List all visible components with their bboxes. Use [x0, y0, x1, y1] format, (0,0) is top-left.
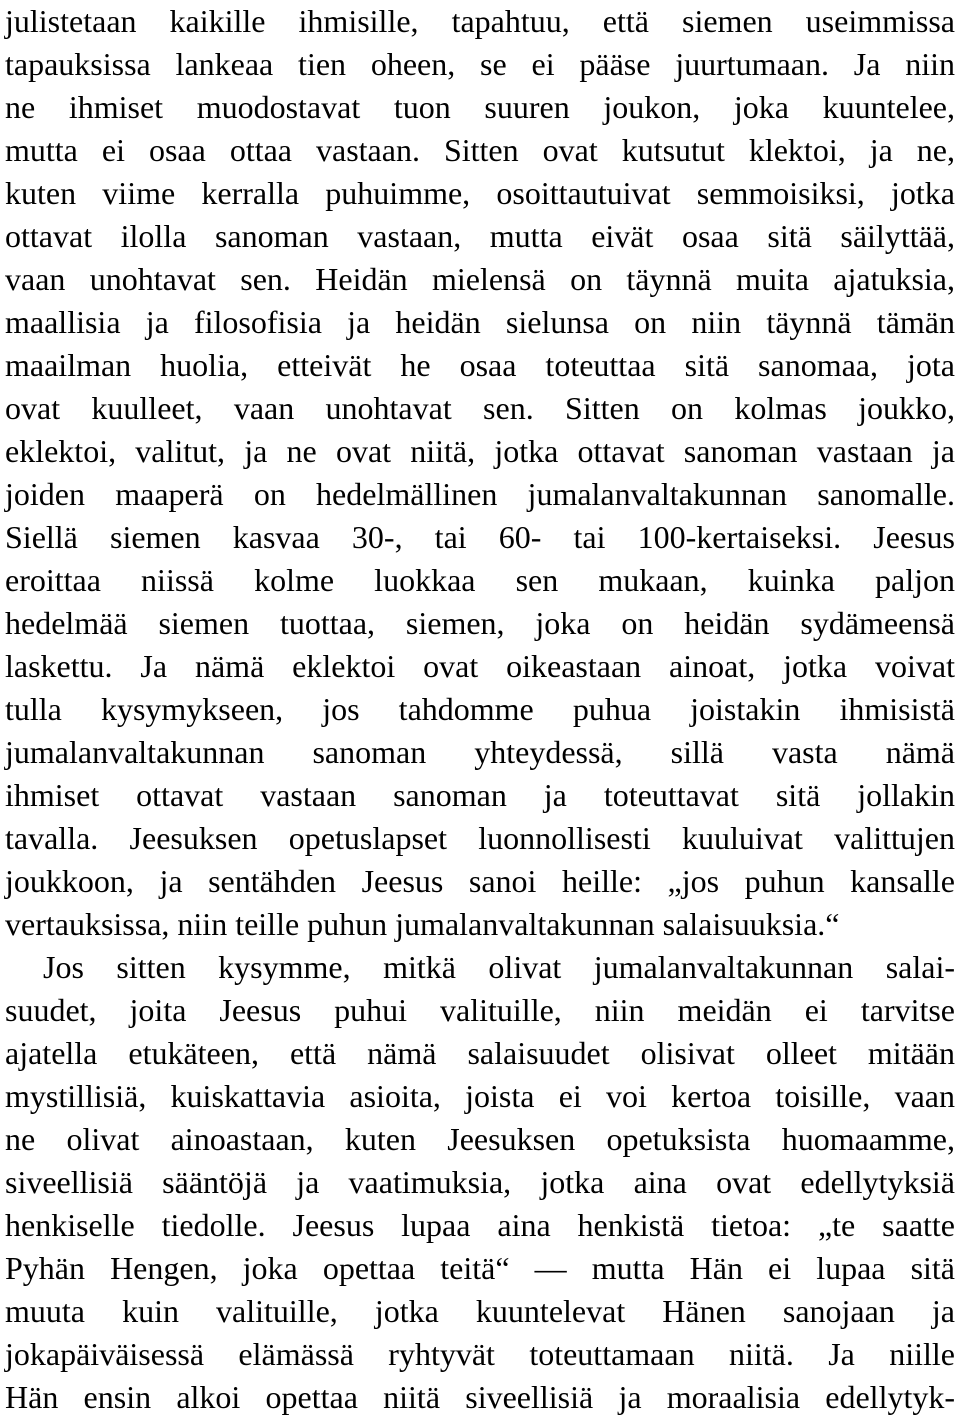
text-line: joukkoon, ja sentähden Jeesus sanoi heille: „jos puhun kansalle [5, 863, 955, 899]
text-line: ne olivat ainoastaan, kuten Jeesuksen opetuksista huomaamme, [5, 1121, 955, 1157]
text-line: jumalanvaltakunnan sanoman yhteydessä, sillä vasta nämä [5, 734, 955, 770]
text-line: vaan unohtavat sen. Heidän mielensä on täynnä muita ajatuksia, [5, 261, 955, 297]
text-line: Hän ensin alkoi opettaa niitä siveellisiä ja moraalisia edellytyk- [5, 1379, 955, 1415]
text-line: hedelmää siemen tuottaa, siemen, joka on heidän sydämeensä [5, 605, 955, 641]
text-line: suudet, joita Jeesus puhui valituille, niin meidän ei tarvitse [5, 992, 955, 1028]
text-line: henkiselle tiedolle. Jeesus lupaa aina henkistä tietoa: „te saatte [5, 1207, 955, 1243]
text-line: vertauksissa, niin teille puhun jumalanvaltakunnan salaisuuksia.“ [5, 906, 840, 942]
text-line: siveellisiä sääntöjä ja vaatimuksia, jotka aina ovat edellytyksiä [5, 1164, 955, 1200]
text-line: julistetaan kaikille ihmisille, tapahtuu, että siemen useimmissa [5, 3, 955, 39]
paragraph-2 [5, 946, 955, 1419]
text-line: ihmiset ottavat vastaan sanoman ja toteuttavat sitä jollakin [5, 777, 955, 813]
text-line: eklektoi, valitut, ja ne ovat niitä, jotka ottavat sanoman vastaan ja [5, 433, 955, 469]
text-line: tavalla. Jeesuksen opetuslapset luonnollisesti kuuluivat valittujen [5, 820, 955, 856]
text-line: laskettu. Ja nämä eklektoi ovat oikeastaan ainoat, jotka voivat [5, 648, 955, 684]
text-line: maailman huolia, etteivät he osaa toteuttaa sitä sanomaa, jota [5, 347, 955, 383]
text-line: mystillisiä, kuiskattavia asioita, joista ei voi kertoa toisille, vaan [5, 1078, 955, 1114]
text-line: Jos sitten kysymme, mitkä olivat jumalanvaltakunnan salai- [43, 949, 955, 985]
text-line: eroittaa niissä kolme luokkaa sen mukaan, kuinka paljon [5, 562, 955, 598]
text-line: kuten viime kerralla puhuimme, osoittautuivat semmoisiksi, jotka [5, 175, 955, 211]
text-line: Siellä siemen kasvaa 30-, tai 60- tai 100-kertaiseksi. Jeesus [5, 519, 955, 555]
text-line: mutta ei osaa ottaa vastaan. Sitten ovat kutsutut klektoi, ja ne, [5, 132, 955, 168]
text-line: tapauksissa lankeaa tien oheen, se ei pääse juurtumaan. Ja niin [5, 46, 955, 82]
text-line: maallisia ja filosofisia ja heidän sielunsa on niin täynnä tämän [5, 304, 955, 340]
text-line: tulla kysymykseen, jos tahdomme puhua joistakin ihmisistä [5, 691, 955, 727]
paragraph-1 [5, 0, 955, 946]
text-line: Pyhän Hengen, joka opettaa teitä“ — mutta Hän ei lupaa sitä [5, 1250, 955, 1286]
text-line: ovat kuulleet, vaan unohtavat sen. Sitten on kolmas joukko, [5, 390, 955, 426]
text-line: ajatella etukäteen, että nämä salaisuudet olisivat olleet mitään [5, 1035, 955, 1071]
text-line: ne ihmiset muodostavat tuon suuren joukon, joka kuuntelee, [5, 89, 955, 125]
text-line: ottavat ilolla sanoman vastaan, mutta eivät osaa sitä säilyttää, [5, 218, 955, 254]
text-line: joiden maaperä on hedelmällinen jumalanvaltakunnan sanomalle. [5, 476, 955, 512]
text-line: jokapäiväisessä elämässä ryhtyvät toteuttamaan niitä. Ja niille [5, 1336, 955, 1372]
text-line: muuta kuin valituille, jotka kuuntelevat Hänen sanojaan ja [5, 1293, 955, 1329]
document-page [5, 0, 955, 1419]
